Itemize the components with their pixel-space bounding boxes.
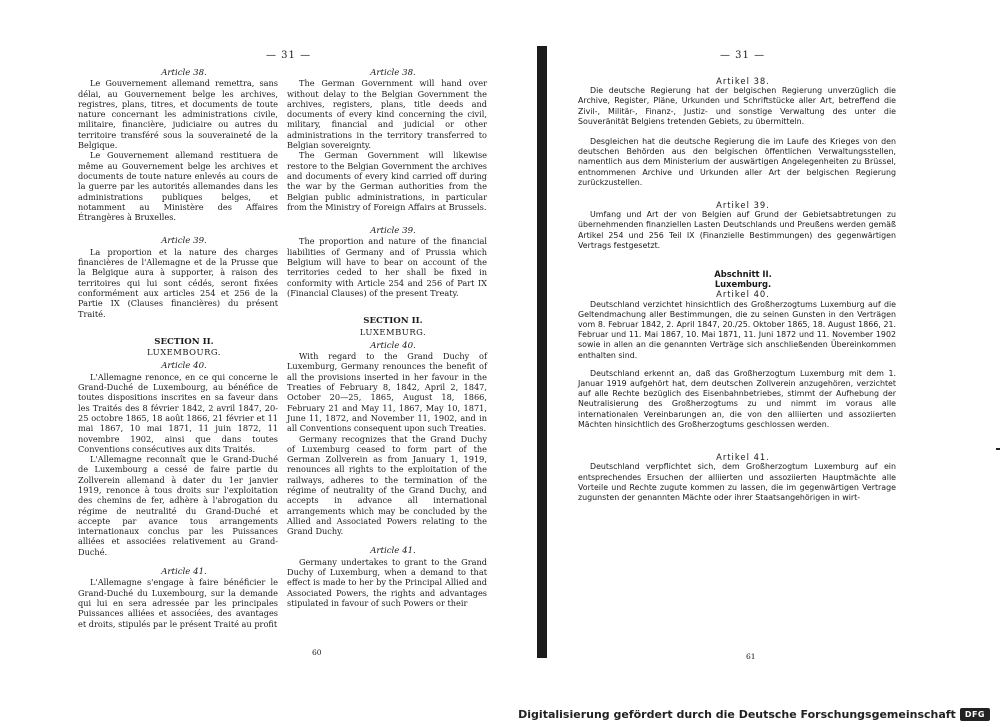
fr-section-heading: SECTION II.	[154, 336, 214, 347]
de-art40-heading: Artikel 40.	[716, 289, 770, 300]
fr-section-subheading: LUXEMBOURG.	[147, 347, 221, 358]
margin-mark	[996, 448, 1000, 450]
de-art40-p1: Deutschland verzichtet hinsichtlich des Großherzogtums Luxemburg auf die Geltendmachung aller Bestimmungen, die zu seinen Gunsten in den Verträgen vom 8. Februar 1842, 2. April 1847, 20./25. Oktober 1865, 18. August 1866, 21. Februar und 11. Mai 1867, 10. Mai 1871, 11. Juni 1872 und 11. November 1902 sowie in allen an die genannten Verträge sich anschließenden Übereinkommen enthalten sind.	[578, 299, 896, 360]
de-art41-p1: Deutschland verpflichtet sich, dem Großherzogtum Luxemburg auf ein entsprechendes Ersuchen der alliierten und assoziierten Hauptmächte alle Vorteile und Rechte zugute kommen zu lassen, die im gegenwärtigen Vertrage zugunsten der genannten Mächte oder ihrer Staatsangehörigen in wirt-	[578, 462, 896, 502]
left-footer-number: 60	[312, 648, 322, 657]
french-column	[78, 68, 278, 629]
dfg-logo-icon: DFG	[960, 708, 990, 721]
english-column	[287, 68, 487, 608]
de-section-subheading: Luxemburg.	[714, 279, 772, 290]
en-art40-heading: Article 40.	[370, 340, 416, 351]
de-art40-p2: Deutschland erkennt an, daß das Großherzogtum Luxemburg mit dem 1. Januar 1919 aufgehört hat, dem deutschen Zollverein anzugehören, verzichtet auf alle Rechte bezüglich des Eisenbahnbetriebes, stimmt der Aufhebung der Neutralisierung des Großherzogtums zu und nimmt im voraus alle internationalen Vereinbarungen an, die von den alliierten und assoziierten Mächten hinsichtlich des Großherzogtums geschlossen werden.	[578, 368, 896, 429]
digitization-banner	[518, 708, 990, 721]
fr-art38-p2: Le Gouvernement allemand restituera de même au Gouvernement belge les archives et documents de toute nature enlevés au cours de la guerre par les autorités allemandes dans les administrations publiques belges, et notamment au Ministère des Affaires Étrangères à Bruxelles.	[78, 150, 278, 223]
en-art38-p2: The German Government will likewise restore to the Belgian Government the archives and documents of every kind carried off during the war by the German authorities from the Belgian public administrations, in particular from the Ministry of Foreign Affairs at Brussels.	[287, 150, 487, 212]
de-art39-heading: Artikel 39.	[716, 200, 770, 211]
en-art41-heading: Article 41.	[370, 546, 416, 557]
fr-art38-heading: Article 38.	[161, 68, 207, 78]
en-art39-heading: Article 39.	[370, 226, 416, 237]
german-column	[578, 76, 896, 503]
right-page-number: — 31 —	[720, 50, 766, 61]
de-art39-p1: Umfang und Art der von Belgien auf Grund der Gebietsabtretungen zu übernehmenden finanziellen Lasten Deutschlands und Preußens werden gemäß Artikel 254 und 256 Teil IX (Finanzielle Bestimmungen) des gegenwärtigen Vertrags festgesetzt.	[578, 210, 896, 250]
en-art38-heading: Article 38.	[370, 68, 416, 78]
fr-art38-p1: Le Gouvernement allemand remettra, sans délai, au Gouvernement belge les archives, registres, plans, titres, et documents de toute nature concernant les administrations civile, militaire, financière, judiciaire ou autres du territoire transféré sous la souveraineté de la Belgique.	[78, 78, 278, 151]
de-section-heading: Abschnitt II.	[714, 269, 772, 280]
en-art40-p1: With regard to the Grand Duchy of Luxemburg, Germany renounces the benefit of all the provisions inserted in her favour in the Treaties of February 8, 1842, April 2, 1847, October 20—25, 1865, August 18, 1866, February 21 and May 11, 1867, May 10, 1871, June 11, 1872, and November 11, 1902, and in all Conventions consequent upon such Treaties.	[287, 351, 487, 434]
en-art39-p1: The proportion and nature of the financial liabilities of Germany and of Prussia which Belgium will have to bear on account of the territories ceded to her shall be fixed in conformity with Article 254 and 256 of Part IX (Financial Clauses) of the present Treaty.	[287, 236, 487, 298]
fr-art40-p1: L'Allemagne renonce, en ce qui concerne le Grand-Duché de Luxembourg, au bénéfice de toutes dispositions inscrites en sa faveur dans les Traités des 8 février 1842, 2 avril 1847, 20-25 octobre 1865, 18 août 1866, 21 février et 11 mai 1867, 10 mai 1871, 11 juin 1872, 11 novembre 1902, ainsi que dans toutes Conventions consécutives aux dits Traités.	[78, 371, 278, 454]
fr-art39-heading: Article 39.	[161, 236, 207, 247]
right-footer-number: 61	[746, 652, 756, 661]
en-section-heading: SECTION II.	[363, 316, 423, 327]
left-page	[40, 0, 520, 700]
de-art38-heading: Artikel 38.	[716, 76, 770, 86]
en-art38-p1: The German Government will hand over without delay to the Belgian Government the archives, registers, plans, title deeds and documents of every kind concerning the civil, military, financial and judicial or other administrations in the territory transferred to Belgian sovereignty.	[287, 78, 487, 151]
fr-art39-p1: La proportion et la nature des charges financières de l'Allemagne et de la Prusse que la Belgique aura à supporter, à raison des territoires qui lui sont cédés, seront fixées conformément aux articles 254 et 256 de la Partie IX (Clauses financières) du présent Traité.	[78, 246, 278, 319]
de-art41-heading: Artikel 41.	[716, 452, 770, 463]
fr-art41-heading: Article 41.	[161, 567, 207, 578]
en-art41-p1: Germany undertakes to grant to the Grand Duchy of Luxemburg, when a demand to that effect is made to her by the Principal Allied and Associated Powers, the rights and advantages stipulated in favour of such Powers or their	[287, 556, 487, 608]
fr-art40-heading: Article 40.	[161, 361, 207, 372]
left-page-number: — 31 —	[266, 50, 312, 61]
right-page	[568, 0, 998, 700]
fr-art41-p1: L'Allemagne s'engage à faire bénéficier le Grand-Duché du Luxembourg, sur la demande qui lui en sera adressée par les principales Puissances alliées et associées, des avantages et droits, stipulés par le présent Traité au profit	[78, 577, 278, 629]
de-art38-p1: Die deutsche Regierung hat der belgischen Regierung unverzüglich die Archive, Register, Pläne, Urkunden und Schriftstücke aller Art, betreffend die Zivil-, Militär-, Finanz-, Justiz- und sonstige Verwaltung des unter die Souveränität Belgiens tretenden Gebiets, zu übermitteln.	[578, 86, 896, 126]
banner-text: Digitalisierung gefördert durch die Deutsche Forschungsgemeinschaft	[518, 708, 956, 721]
de-art38-p2: Desgleichen hat die deutsche Regierung die im Laufe des Krieges von den deutschen Behörden aus den belgischen öffentlichen Verwaltungsstellen, namentlich aus dem Ministerium der auswärtigen Angelegenheiten zu Brüssel, entnommenen Archive und Urkunden aller Art der belgischen Regierung zurückzustellen.	[578, 137, 896, 187]
en-art40-p2: Germany recognizes that the Grand Duchy of Luxemburg ceased to form part of the German Zollverein as from January 1, 1919, renounces all rights to the exploitation of the railways, adheres to the termination of the régime of neutrality of the Grand Duchy, and accepts in advance all international arrangements which may be concluded by the Allied and Associated Powers relating to the Grand Duchy.	[287, 433, 487, 537]
book-gutter	[537, 46, 547, 658]
en-section-subheading: LUXEMBURG.	[359, 326, 427, 337]
fr-art40-p2: L'Allemagne reconnaît que le Grand-Duché de Luxembourg a cessé de faire partie du Zollverein allemand à dater du 1er janvier 1919, renonce à tous droits sur l'exploitation des chemins de fer, adhère à l'abrogation du régime de neutralité du Grand-Duché et accepte par avance tous arrangements internationaux conclus par les Puissances alliées et associées relativement au Grand-Duché.	[78, 454, 278, 557]
